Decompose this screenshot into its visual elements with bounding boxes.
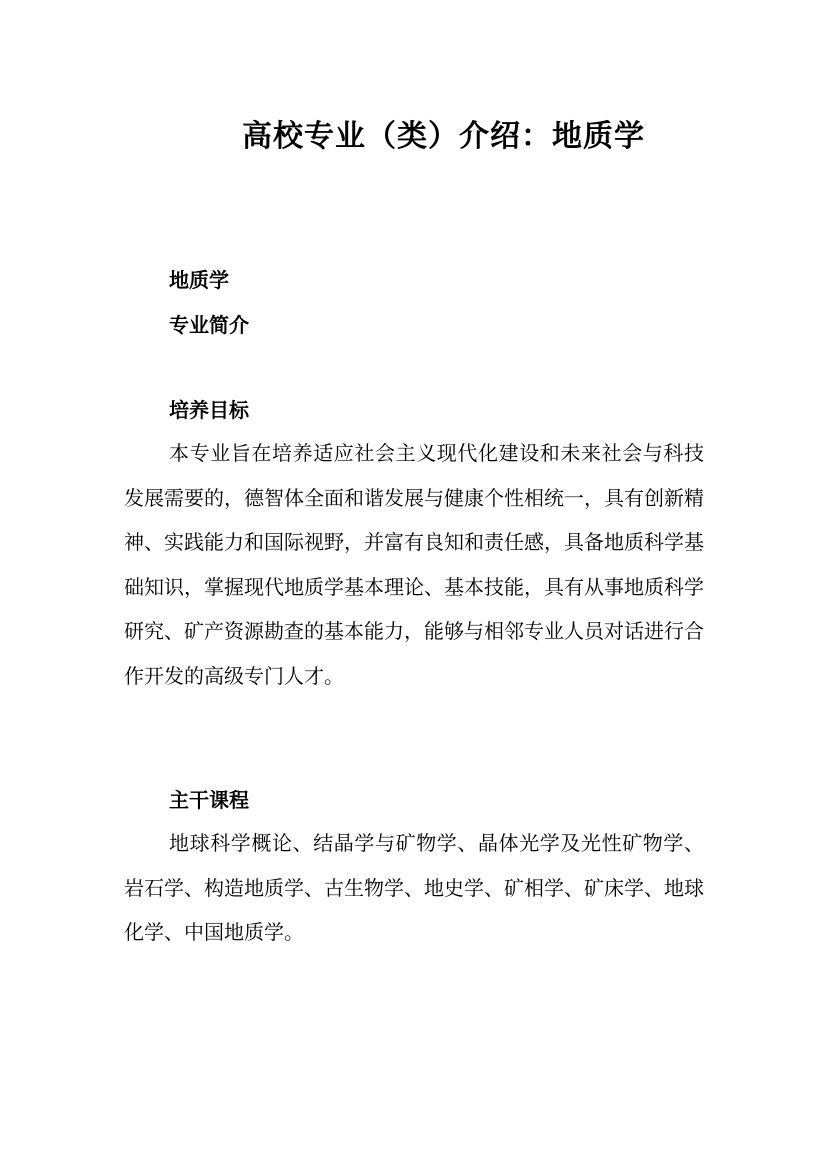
page-title: 高校专业（类）介绍：地质学 — [242, 119, 645, 154]
major-name: 地质学 — [169, 268, 229, 292]
section-heading-courses: 主干课程 — [169, 788, 249, 812]
section-body-courses: 地球科学概论、结晶学与矿物学、晶体光学及光性矿物学、岩石学、构造地质学、古生物学、地史学、矿相学、矿床学、地球化学、中国地质学。 — [124, 831, 704, 944]
section-heading-goals: 培养目标 — [169, 398, 249, 422]
intro-heading: 专业简介 — [169, 313, 249, 337]
section-body-goals: 本专业旨在培养适应社会主义现代化建设和未来社会与科技发展需要的，德智体全面和谐发展与健康个性相统一，具有创新精神、实践能力和国际视野，并富有良知和责任感，具备地质科学基础知识，掌握现代地质学基本理论、基本技能，具有从事地质科学研究、矿产资源勘查的基本能力，能够与相邻专业人员对话进行合作开发的高级专门人才。 — [124, 441, 704, 688]
